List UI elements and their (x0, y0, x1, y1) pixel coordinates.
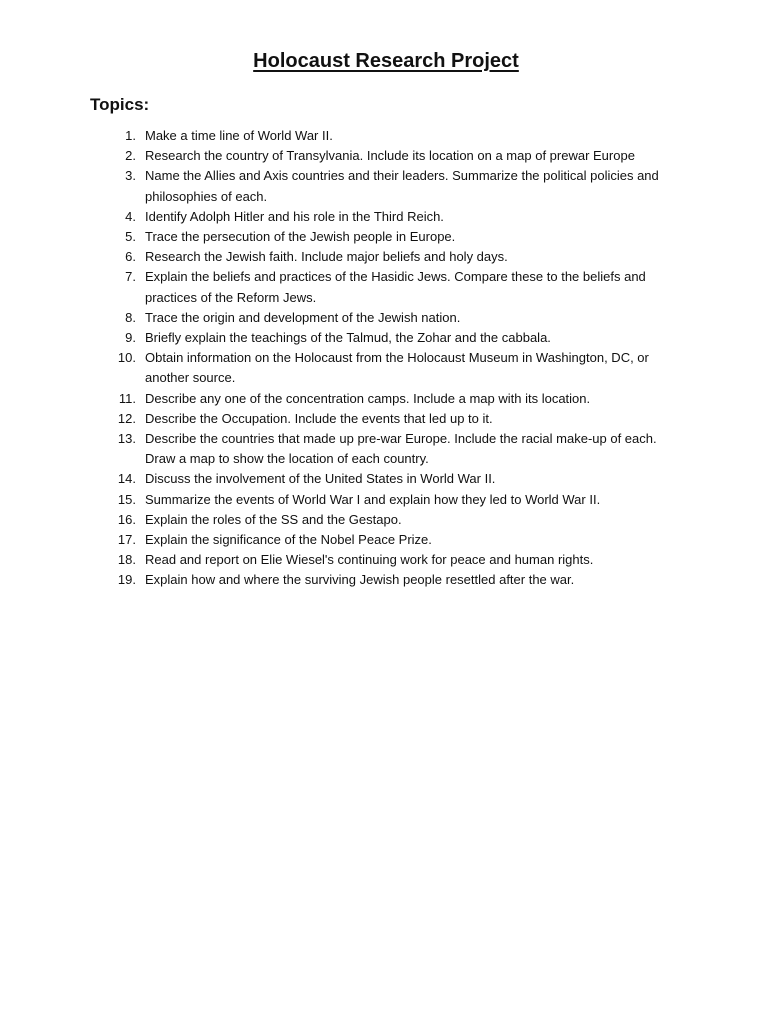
topic-text: Name the Allies and Axis countries and their leaders. Summarize the political policies and philosophies of each. (145, 168, 659, 204)
topics-heading: Topics: (90, 95, 150, 114)
topic-text: Describe any one of the concentration camps. Include a map with its location. (145, 390, 591, 406)
topic-number: 3. (125, 168, 136, 184)
list-item (90, 328, 688, 348)
topic-number: 18. (117, 552, 136, 568)
topic-number: 2. (125, 148, 136, 164)
list-item (90, 227, 688, 247)
list-item (90, 550, 688, 570)
topic-number: 1. (125, 128, 136, 143)
topic-text: Trace the persecution of the Jewish people in Europe. (145, 229, 456, 245)
topic-number: 6. (125, 249, 136, 265)
topic-text: Explain the significance of the Nobel Peace Prize. (145, 532, 432, 548)
topic-number: 14. (117, 471, 136, 487)
list-item (90, 510, 688, 530)
list-item (90, 530, 688, 550)
list-item (90, 490, 688, 510)
list-item (90, 126, 688, 146)
topic-text: Read and report on Elie Wiesel's continuing work for peace and human rights. (145, 552, 594, 568)
list-item (90, 469, 688, 489)
list-item (90, 570, 688, 590)
topic-text: Identify Adolph Hitler and his role in the Third Reich. (145, 208, 444, 224)
list-item (90, 308, 688, 328)
list-item (90, 247, 688, 267)
topic-text: Research the country of Transylvania. Include its location on a map of prewar Europe (145, 148, 635, 164)
list-item (90, 348, 688, 388)
topic-text: Briefly explain the teachings of the Talmud, the Zohar and the cabbala. (145, 330, 551, 346)
topic-text: Explain the beliefs and practices of the Hasidic Jews. Compare these to the beliefs and practices of the Reform Jews. (145, 269, 646, 305)
topic-text: Discuss the involvement of the United States in World War II. (145, 471, 496, 487)
topic-number: 5. (125, 229, 136, 245)
list-item (90, 207, 688, 227)
list-item (90, 429, 688, 469)
topic-number: 7. (125, 269, 136, 285)
topic-text: Research the Jewish faith. Include major beliefs and holy days. (145, 249, 508, 265)
topic-text: Obtain information on the Holocaust from the Holocaust Museum in Washington, DC, or another source. (145, 350, 649, 386)
list-item (90, 146, 688, 166)
topic-text: Explain how and where the surviving Jewish people resettled after the war. (145, 572, 575, 588)
topic-number: 8. (125, 309, 136, 325)
topic-number: 10. (117, 350, 136, 366)
topic-number: 16. (117, 511, 136, 527)
topic-number: 15. (117, 491, 136, 507)
topic-number: 11. (118, 390, 136, 406)
topic-number: 4. (125, 208, 136, 224)
topic-text: Describe the Occupation. Include the events that led up to it. (145, 410, 493, 426)
topic-text: Trace the origin and development of the Jewish nation. (145, 309, 461, 325)
topic-text: Make a time line of World War II. (145, 128, 333, 143)
topic-number: 12. (117, 410, 136, 426)
topic-text: Summarize the events of World War I and explain how they led to World War II. (145, 491, 601, 507)
topic-text: Describe the countries that made up pre-war Europe. Include the racial make-up of each. Draw a map to show the location of each country. (145, 431, 657, 467)
topic-number: 17. (117, 532, 136, 548)
topic-number: 19. (117, 572, 136, 588)
topic-number: 13. (117, 431, 136, 447)
topic-number: 9. (125, 330, 136, 346)
topic-text: Explain the roles of the SS and the Gestapo. (145, 511, 402, 527)
topic-list (90, 126, 688, 591)
list-item (90, 389, 688, 409)
list-item (90, 267, 688, 307)
list-item (90, 166, 688, 206)
list-item (90, 409, 688, 429)
document-title: Holocaust Research Project (253, 50, 519, 72)
